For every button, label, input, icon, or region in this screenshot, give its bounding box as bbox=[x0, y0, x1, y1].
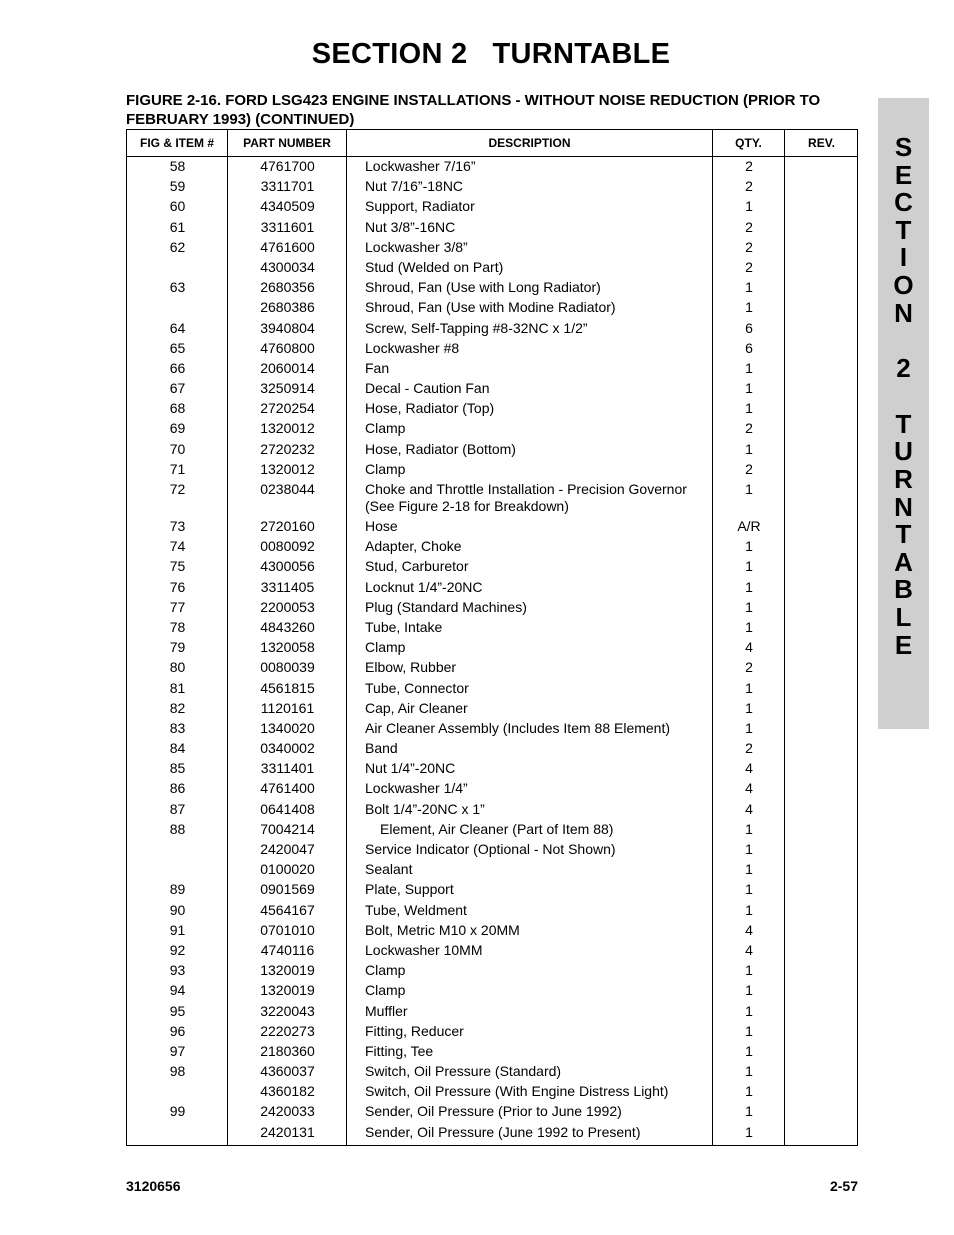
quantity-cell: 2 bbox=[745, 659, 753, 676]
header-quantity: QTY. bbox=[735, 136, 762, 150]
quantity-cell: 6 bbox=[745, 319, 753, 336]
description-cell: Clamp bbox=[365, 420, 406, 437]
quantity-cell: 2 bbox=[745, 420, 753, 437]
quantity-cell: 2 bbox=[745, 238, 753, 255]
fig-item-cell: 67 bbox=[169, 380, 186, 397]
table-row bbox=[127, 339, 857, 359]
quantity-cell: 1 bbox=[745, 481, 753, 497]
part-number-cell: 0238044 bbox=[260, 481, 315, 497]
table-row bbox=[127, 1002, 857, 1022]
description-cell: Lockwasher 3/8” bbox=[365, 238, 468, 255]
part-number-cell: 3311601 bbox=[260, 218, 315, 235]
part-number-cell: 4843260 bbox=[260, 618, 315, 635]
description-cell: Sealant bbox=[365, 861, 413, 878]
section-side-tab bbox=[878, 98, 929, 729]
description-cell: Tube, Intake bbox=[365, 618, 443, 635]
description-cell: Shroud, Fan (Use with Modine Radiator) bbox=[365, 299, 616, 316]
fig-item-cell: 78 bbox=[169, 618, 186, 635]
part-number-cell: 4564167 bbox=[260, 901, 315, 918]
side-tab-letter: T bbox=[895, 214, 912, 245]
fig-item-cell: 98 bbox=[169, 1063, 186, 1080]
side-tab-letter: N bbox=[894, 491, 913, 522]
description-cell: Hose bbox=[365, 518, 398, 534]
part-number-cell: 4761700 bbox=[260, 158, 315, 174]
table-row bbox=[127, 739, 857, 759]
description-cell: Clamp bbox=[365, 962, 406, 979]
table-row bbox=[127, 820, 857, 840]
table-row bbox=[127, 921, 857, 941]
fig-item-cell: 96 bbox=[169, 1022, 186, 1039]
description-cell: Tube, Weldment bbox=[365, 901, 467, 918]
description-cell: Hose, Radiator (Top) bbox=[365, 400, 495, 417]
table-row bbox=[127, 578, 857, 598]
table-row bbox=[127, 598, 857, 618]
description-cell: Decal - Caution Fan bbox=[365, 380, 490, 397]
table-header bbox=[127, 130, 857, 157]
fig-item-cell: 81 bbox=[169, 679, 186, 696]
description-cell: Fitting, Reducer bbox=[365, 1022, 464, 1039]
table-row bbox=[127, 557, 857, 577]
description-cell bbox=[365, 481, 710, 515]
part-number-cell: 2180360 bbox=[260, 1042, 315, 1059]
fig-item-cell: 65 bbox=[169, 339, 186, 356]
fig-item-cell: 97 bbox=[169, 1042, 186, 1059]
part-number-cell: 4760800 bbox=[260, 339, 315, 356]
quantity-cell: 1 bbox=[745, 719, 753, 736]
table-row bbox=[127, 480, 857, 517]
table-row bbox=[127, 197, 857, 217]
table-row bbox=[127, 218, 857, 238]
quantity-cell: 1 bbox=[745, 299, 753, 316]
description-cell: Hose, Radiator (Bottom) bbox=[365, 440, 516, 457]
table-row bbox=[127, 537, 857, 557]
description-cell: Lockwasher 7/16” bbox=[365, 158, 476, 174]
part-number-cell: 2720254 bbox=[260, 400, 315, 417]
fig-item-cell: 93 bbox=[169, 962, 186, 979]
quantity-cell: 1 bbox=[745, 861, 753, 878]
table-row bbox=[127, 880, 857, 900]
part-number-cell: 2220273 bbox=[260, 1022, 315, 1039]
section-side-tab-letters bbox=[878, 134, 929, 659]
description-cell: Locknut 1/4”-20NC bbox=[365, 578, 483, 595]
table-row bbox=[127, 981, 857, 1001]
part-number-cell: 3940804 bbox=[260, 319, 315, 336]
quantity-cell: 1 bbox=[745, 982, 753, 999]
table-row bbox=[127, 901, 857, 921]
fig-item-cell: 74 bbox=[169, 538, 186, 555]
part-number-cell: 2420047 bbox=[260, 841, 315, 857]
description-line: Choke and Throttle Installation - Precision Governor bbox=[365, 481, 687, 497]
fig-item-cell: 89 bbox=[169, 881, 186, 898]
table-row bbox=[127, 759, 857, 779]
table-row bbox=[127, 1062, 857, 1082]
quantity-cell: 1 bbox=[745, 1002, 753, 1019]
table-row bbox=[127, 238, 857, 258]
figure-title: FIGURE 2-16. FORD LSG423 ENGINE INSTALLATIONS - WITHOUT NOISE REDUCTION (PRIOR TO FEBRUARY 1993) (CONTINUED) bbox=[126, 92, 821, 128]
side-tab-letter: I bbox=[899, 242, 908, 273]
part-number-cell: 4300056 bbox=[260, 558, 315, 575]
table-row bbox=[127, 779, 857, 799]
quantity-cell: 2 bbox=[745, 740, 753, 757]
description-cell: Sender, Oil Pressure (Prior to June 1992) bbox=[365, 1103, 622, 1120]
fig-item-cell: 69 bbox=[169, 420, 186, 437]
table-row bbox=[127, 679, 857, 699]
table-row bbox=[127, 258, 857, 278]
part-number-cell: 4561815 bbox=[260, 679, 315, 696]
part-number-cell: 2060014 bbox=[260, 359, 315, 376]
fig-item-cell: 63 bbox=[169, 279, 186, 296]
part-number-cell: 3311401 bbox=[260, 760, 315, 777]
quantity-cell: 1 bbox=[745, 1123, 753, 1140]
quantity-cell: 1 bbox=[745, 679, 753, 696]
part-number-cell: 3220043 bbox=[260, 1002, 315, 1019]
table-row bbox=[127, 517, 857, 537]
fig-item-cell: 82 bbox=[169, 699, 186, 716]
table-row bbox=[127, 1082, 857, 1102]
part-number-cell: 2720160 bbox=[260, 518, 315, 534]
quantity-cell: 1 bbox=[745, 841, 753, 857]
description-cell: Air Cleaner Assembly (Includes Item 88 Element) bbox=[365, 719, 671, 736]
table-row bbox=[127, 638, 857, 658]
table-row bbox=[127, 1123, 857, 1143]
description-cell: Stud, Carburetor bbox=[365, 558, 469, 575]
quantity-cell: 1 bbox=[745, 279, 753, 296]
part-number-cell: 0641408 bbox=[260, 800, 315, 817]
fig-item-cell: 77 bbox=[169, 598, 186, 615]
description-cell: Lockwasher 1/4” bbox=[365, 780, 468, 797]
quantity-cell: 4 bbox=[745, 921, 753, 938]
fig-item-cell: 62 bbox=[169, 238, 186, 255]
quantity-cell: 1 bbox=[745, 440, 753, 457]
document-number: 3120656 bbox=[126, 1178, 181, 1194]
description-cell: Stud (Welded on Part) bbox=[365, 258, 504, 275]
description-cell: Tube, Connector bbox=[365, 679, 469, 696]
quantity-cell: 4 bbox=[745, 780, 753, 797]
fig-item-cell: 70 bbox=[169, 440, 186, 457]
description-cell: Switch, Oil Pressure (Standard) bbox=[365, 1063, 562, 1080]
table-row bbox=[127, 319, 857, 339]
side-tab-letter: R bbox=[894, 463, 913, 494]
fig-item-cell: 80 bbox=[169, 659, 186, 676]
description-cell: Shroud, Fan (Use with Long Radiator) bbox=[365, 279, 601, 296]
description-cell: Clamp bbox=[365, 460, 406, 477]
fig-item-cell: 71 bbox=[169, 460, 186, 477]
part-number-cell: 0340002 bbox=[260, 740, 315, 757]
quantity-cell: 1 bbox=[745, 558, 753, 575]
header-part-number: PART NUMBER bbox=[243, 136, 331, 150]
part-number-cell: 3250914 bbox=[260, 380, 315, 397]
description-cell: Switch, Oil Pressure (With Engine Distress Light) bbox=[365, 1083, 669, 1100]
quantity-cell: 2 bbox=[745, 460, 753, 477]
table-row bbox=[127, 298, 857, 318]
table-row bbox=[127, 961, 857, 981]
quantity-cell: 2 bbox=[745, 218, 753, 235]
description-cell: Sender, Oil Pressure (June 1992 to Present) bbox=[365, 1123, 641, 1140]
quantity-cell: 1 bbox=[745, 1042, 753, 1059]
table-row bbox=[127, 719, 857, 739]
description-cell: Adapter, Choke bbox=[365, 538, 462, 555]
part-number-cell: 4761600 bbox=[260, 238, 315, 255]
table-row bbox=[127, 941, 857, 961]
quantity-cell: 1 bbox=[745, 1103, 753, 1120]
table-row bbox=[127, 177, 857, 197]
description-cell: Bolt 1/4”-20NC x 1” bbox=[365, 800, 485, 817]
part-number-cell: 4300034 bbox=[260, 258, 315, 275]
part-number-cell: 1320058 bbox=[260, 639, 315, 656]
fig-item-cell: 66 bbox=[169, 359, 186, 376]
header-revision: REV. bbox=[808, 136, 835, 150]
quantity-cell: A/R bbox=[737, 518, 761, 534]
quantity-cell: 1 bbox=[745, 820, 753, 837]
quantity-cell: 2 bbox=[745, 158, 753, 174]
part-number-cell: 0080039 bbox=[260, 659, 315, 676]
description-cell: Support, Radiator bbox=[365, 198, 475, 215]
fig-item-cell: 83 bbox=[169, 719, 186, 736]
fig-item-cell: 91 bbox=[169, 921, 186, 938]
fig-item-cell: 59 bbox=[169, 178, 186, 195]
part-number-cell: 4360182 bbox=[260, 1083, 315, 1100]
side-tab-letter: C bbox=[894, 187, 913, 218]
table-row bbox=[127, 800, 857, 820]
part-number-cell: 2420131 bbox=[260, 1123, 315, 1140]
part-number-cell: 1320012 bbox=[260, 420, 315, 437]
description-cell: Cap, Air Cleaner bbox=[365, 699, 468, 716]
quantity-cell: 1 bbox=[745, 400, 753, 417]
quantity-cell: 1 bbox=[745, 359, 753, 376]
quantity-cell: 1 bbox=[745, 881, 753, 898]
part-number-cell: 0901569 bbox=[260, 881, 315, 898]
part-number-cell: 0080092 bbox=[260, 538, 315, 555]
quantity-cell: 4 bbox=[745, 639, 753, 656]
description-cell: Lockwasher 10MM bbox=[365, 941, 483, 958]
description-cell: Muffler bbox=[365, 1002, 408, 1019]
description-cell: Element, Air Cleaner (Part of Item 88) bbox=[380, 820, 614, 837]
quantity-cell: 1 bbox=[745, 699, 753, 716]
quantity-cell: 1 bbox=[745, 578, 753, 595]
part-number-cell: 7004214 bbox=[260, 820, 315, 837]
side-tab-letter: E bbox=[894, 629, 913, 660]
quantity-cell: 1 bbox=[745, 962, 753, 979]
table-row bbox=[127, 860, 857, 880]
side-tab-letter: E bbox=[894, 159, 913, 190]
fig-item-cell: 95 bbox=[169, 1002, 186, 1019]
description-cell: Clamp bbox=[365, 982, 406, 999]
fig-item-cell: 87 bbox=[169, 800, 186, 817]
table-body bbox=[127, 157, 857, 1143]
part-number-cell: 1320012 bbox=[260, 460, 315, 477]
description-cell: Fitting, Tee bbox=[365, 1042, 434, 1059]
quantity-cell: 1 bbox=[745, 1083, 753, 1100]
description-cell: Band bbox=[365, 740, 398, 757]
part-number-cell: 4340509 bbox=[260, 198, 315, 215]
side-tab-letter: 2 bbox=[896, 353, 911, 384]
part-number-cell: 3311405 bbox=[260, 578, 315, 595]
side-tab-letter: B bbox=[894, 574, 913, 605]
quantity-cell: 1 bbox=[745, 380, 753, 397]
description-cell: Nut 7/16”-18NC bbox=[365, 178, 464, 195]
part-number-cell: 4761400 bbox=[260, 780, 315, 797]
part-number-cell: 1340020 bbox=[260, 719, 315, 736]
part-number-cell: 1320019 bbox=[260, 962, 315, 979]
table-row bbox=[127, 699, 857, 719]
quantity-cell: 1 bbox=[745, 1063, 753, 1080]
part-number-cell: 3311701 bbox=[260, 178, 315, 195]
fig-item-cell: 68 bbox=[169, 400, 186, 417]
side-tab-letter: T bbox=[895, 519, 912, 550]
side-tab-letter: L bbox=[895, 601, 912, 632]
description-cell: Service Indicator (Optional - Not Shown) bbox=[365, 841, 616, 857]
table-row bbox=[127, 399, 857, 419]
side-tab-letter: N bbox=[894, 297, 913, 328]
table-row bbox=[127, 440, 857, 460]
description-cell: Lockwasher #8 bbox=[365, 339, 460, 356]
table-row bbox=[127, 1022, 857, 1042]
quantity-cell: 1 bbox=[745, 598, 753, 615]
part-number-cell: 1120161 bbox=[260, 699, 315, 716]
quantity-cell: 1 bbox=[745, 198, 753, 215]
fig-item-cell: 58 bbox=[169, 158, 186, 174]
fig-item-cell: 75 bbox=[169, 558, 186, 575]
part-number-cell: 2200053 bbox=[260, 598, 315, 615]
fig-item-cell: 72 bbox=[169, 481, 186, 497]
quantity-cell: 2 bbox=[745, 178, 753, 195]
side-tab-letter: S bbox=[894, 132, 913, 162]
fig-item-cell: 76 bbox=[169, 578, 186, 595]
table-row bbox=[127, 359, 857, 379]
side-tab-letter: O bbox=[893, 269, 914, 300]
fig-item-cell: 84 bbox=[169, 740, 186, 757]
table-row bbox=[127, 278, 857, 298]
fig-item-cell: 85 bbox=[169, 760, 186, 777]
fig-item-cell: 99 bbox=[169, 1103, 186, 1120]
part-number-cell: 4740116 bbox=[260, 941, 315, 958]
part-number-cell: 2720232 bbox=[260, 440, 315, 457]
description-cell: Nut 3/8”-16NC bbox=[365, 218, 456, 235]
quantity-cell: 6 bbox=[745, 339, 753, 356]
description-cell: Nut 1/4”-20NC bbox=[365, 760, 456, 777]
part-number-cell: 2420033 bbox=[260, 1103, 315, 1120]
table-row bbox=[127, 658, 857, 678]
description-cell: Elbow, Rubber bbox=[365, 659, 457, 676]
side-tab-letter: T bbox=[895, 408, 912, 439]
fig-item-cell: 92 bbox=[169, 941, 186, 958]
quantity-cell: 2 bbox=[745, 258, 753, 275]
table-row bbox=[127, 460, 857, 480]
part-number-cell: 0701010 bbox=[260, 921, 315, 938]
quantity-cell: 4 bbox=[745, 760, 753, 777]
table-row bbox=[127, 157, 857, 177]
fig-item-cell: 64 bbox=[169, 319, 186, 336]
fig-item-cell: 60 bbox=[169, 198, 186, 215]
table-row bbox=[127, 419, 857, 439]
description-cell: Plug (Standard Machines) bbox=[365, 598, 527, 615]
table-row bbox=[127, 1102, 857, 1122]
description-cell: Clamp bbox=[365, 639, 406, 656]
table-row bbox=[127, 1042, 857, 1062]
table-row bbox=[127, 618, 857, 638]
description-cell: Screw, Self-Tapping #8-32NC x 1/2” bbox=[365, 319, 588, 336]
fig-item-cell: 88 bbox=[169, 820, 186, 837]
part-number-cell: 2680386 bbox=[260, 299, 315, 316]
quantity-cell: 4 bbox=[745, 800, 753, 817]
header-description: DESCRIPTION bbox=[488, 136, 571, 150]
side-tab-letter: A bbox=[894, 546, 913, 577]
fig-item-cell: 73 bbox=[169, 518, 186, 534]
page-number: 2-57 bbox=[829, 1178, 858, 1194]
quantity-cell: 1 bbox=[745, 618, 753, 635]
fig-item-cell: 94 bbox=[169, 982, 186, 999]
quantity-cell: 1 bbox=[745, 901, 753, 918]
fig-item-cell: 86 bbox=[169, 780, 186, 797]
part-number-cell: 2680356 bbox=[260, 279, 315, 296]
fig-item-cell: 79 bbox=[169, 639, 186, 656]
side-tab-letter: U bbox=[894, 436, 913, 467]
header-fig-item: FIG & ITEM # bbox=[139, 136, 214, 150]
description-line: (See Figure 2-18 for Breakdown) bbox=[365, 498, 569, 514]
quantity-cell: 1 bbox=[745, 538, 753, 555]
table-row bbox=[127, 379, 857, 399]
description-cell: Fan bbox=[365, 359, 390, 376]
fig-item-cell: 61 bbox=[169, 218, 186, 235]
part-number-cell: 4360037 bbox=[260, 1063, 315, 1080]
section-title: SECTION 2 TURNTABLE bbox=[311, 38, 671, 70]
fig-item-cell: 90 bbox=[169, 901, 186, 918]
quantity-cell: 1 bbox=[745, 1022, 753, 1039]
quantity-cell: 4 bbox=[745, 941, 753, 958]
description-cell: Plate, Support bbox=[365, 881, 454, 898]
parts-table bbox=[126, 129, 858, 1146]
description-cell: Bolt, Metric M10 x 20MM bbox=[365, 921, 520, 938]
part-number-cell: 0100020 bbox=[260, 861, 315, 878]
table-row bbox=[127, 840, 857, 860]
part-number-cell: 1320019 bbox=[260, 982, 315, 999]
